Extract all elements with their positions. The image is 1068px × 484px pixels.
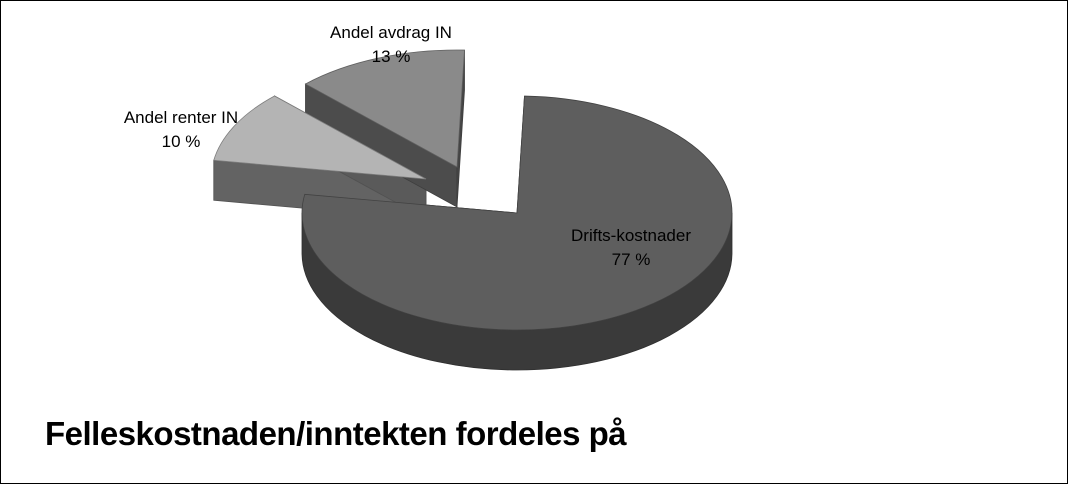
slice-name-label: Andel avdrag IN [330,23,452,42]
slice-value-label: 13 % [371,47,411,66]
pie-chart [1,1,1067,483]
slice-value-label: 10 % [161,132,201,151]
slice-name-label: Drifts-kostnader [571,226,691,245]
slice-name-label: Andel renter IN [123,108,239,127]
chart-title: Felleskostnaden/inntekten fordeles på [45,415,627,452]
slice-value-label: 77 % [611,250,651,269]
